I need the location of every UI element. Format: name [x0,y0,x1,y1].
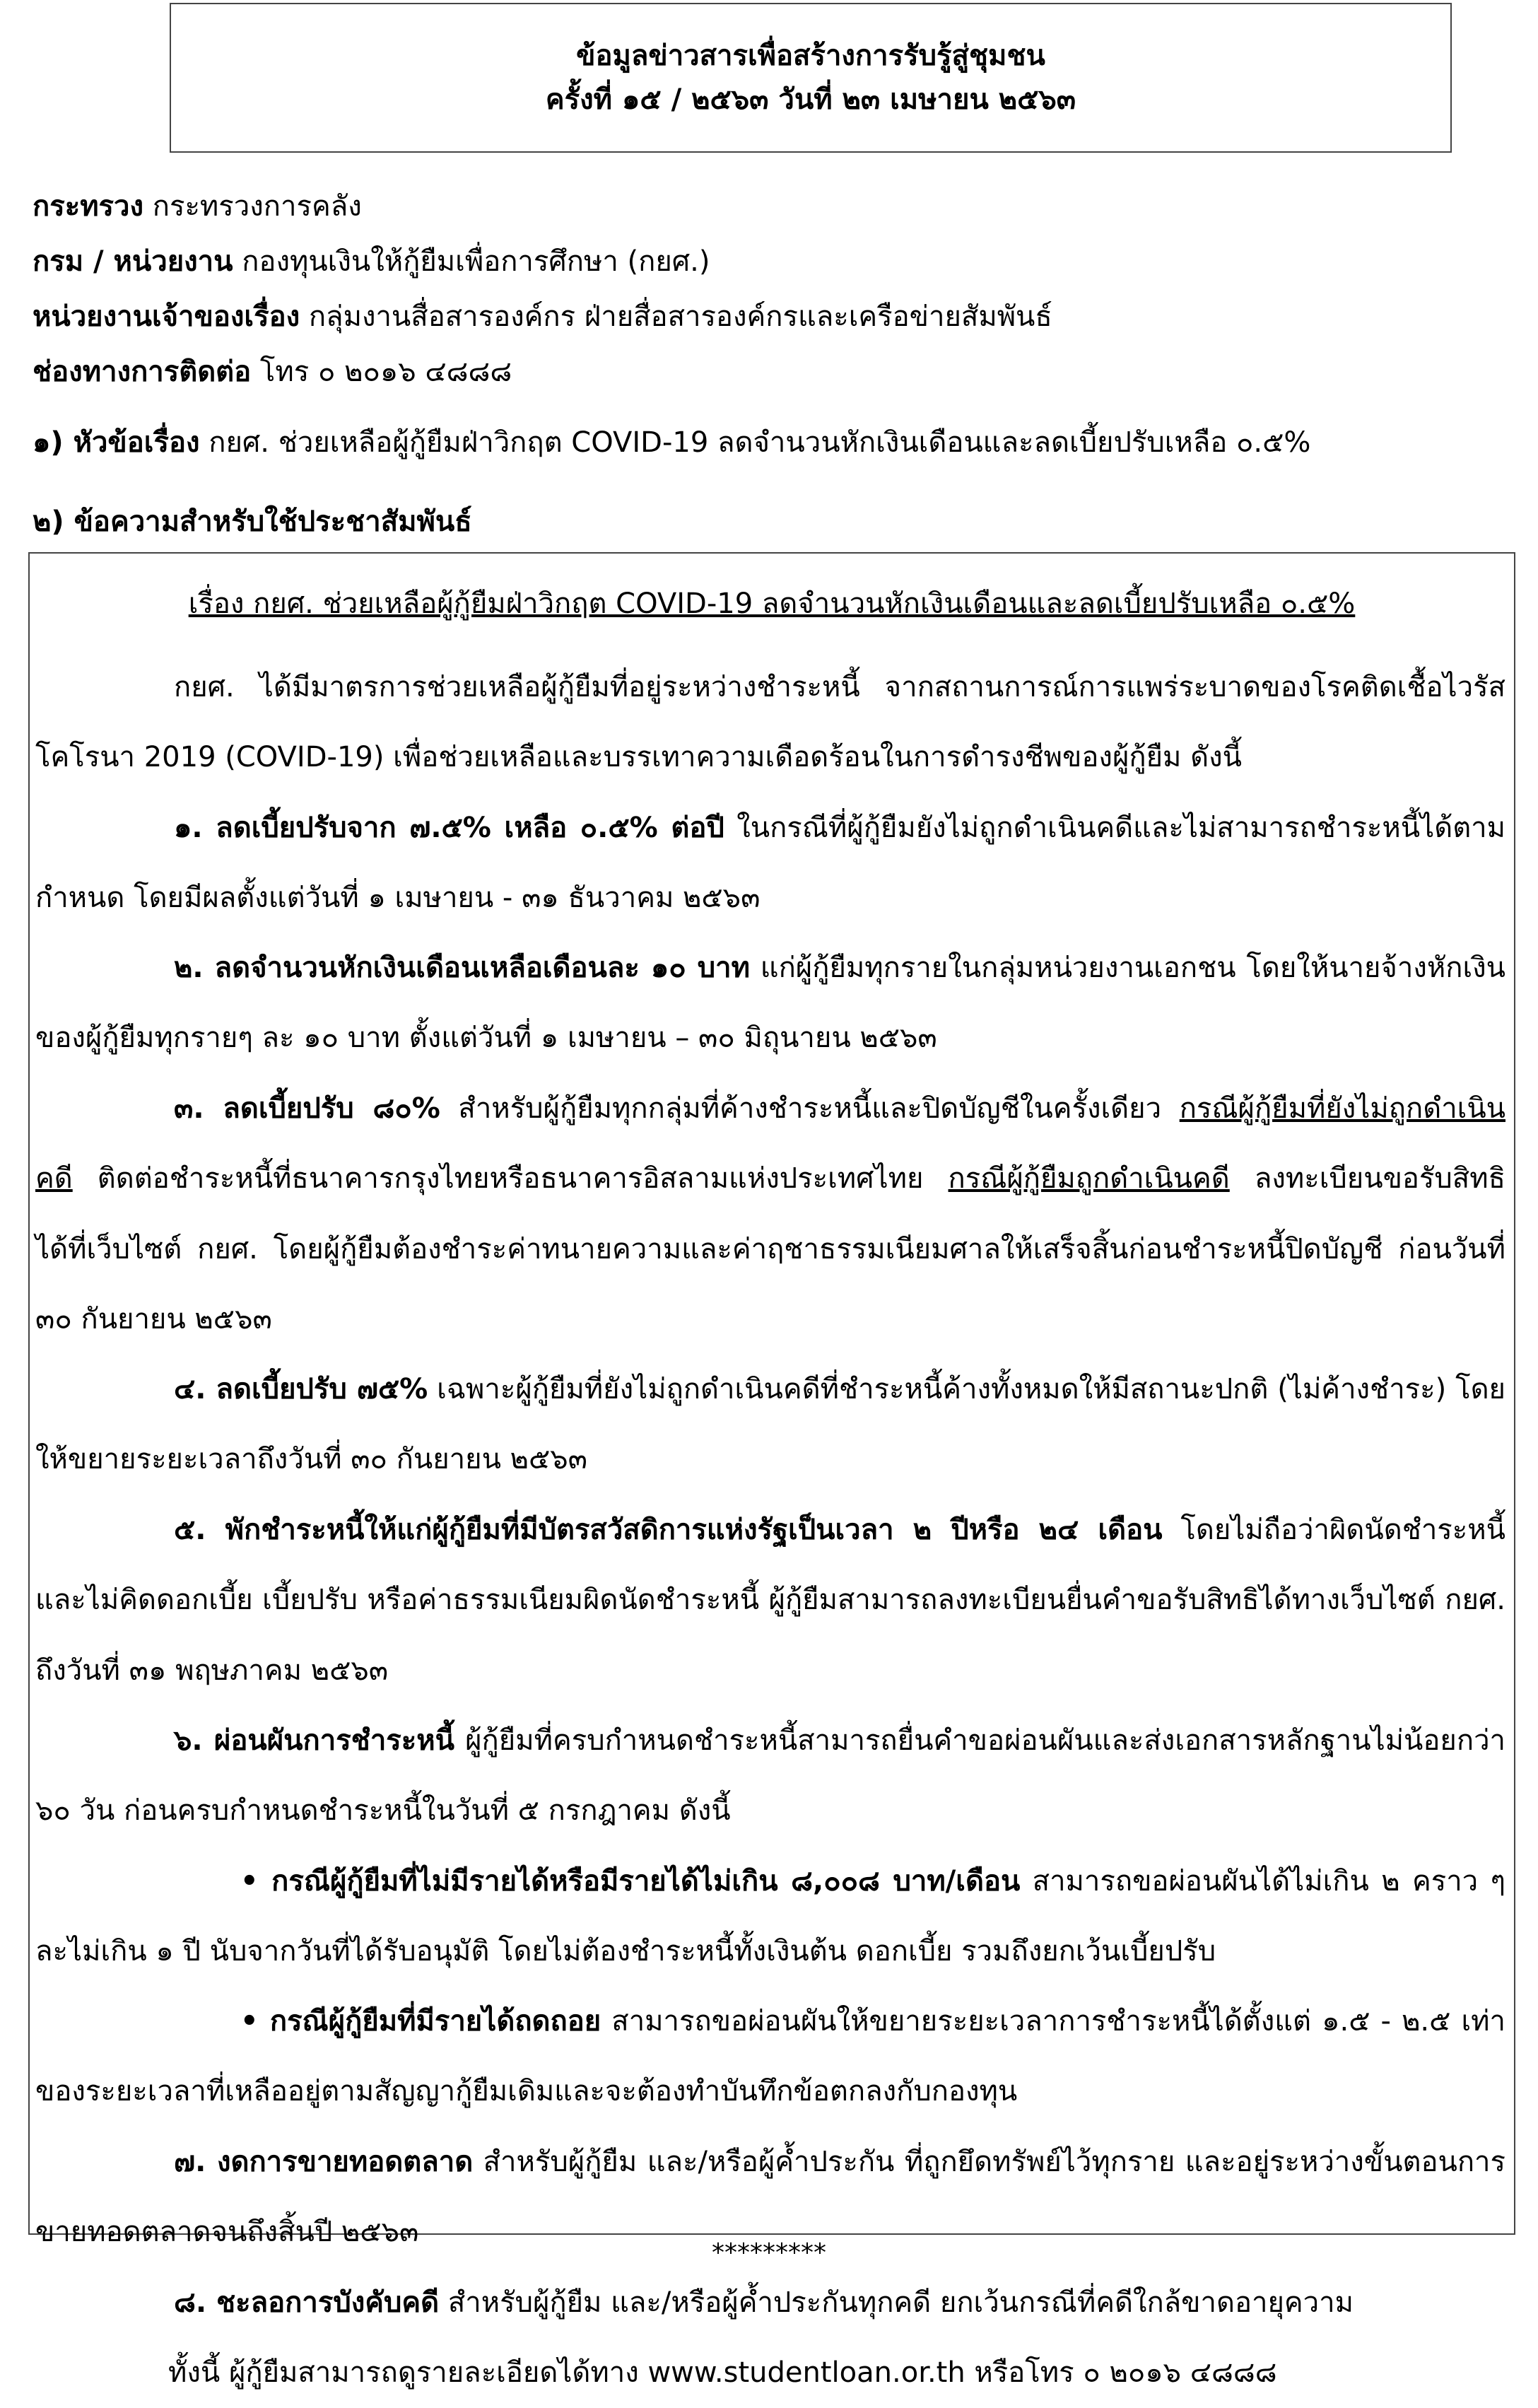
meta-owner-unit-value: กลุ่มงานสื่อสารองค์กร ฝ่ายสื่อสารองค์กรและเครือข่ายสัมพันธ์ [300,300,1052,333]
measure-6-bullet-1 [35,1847,1505,1987]
header-issue-date: ครั้งที่ ๑๕ / ๒๕๖๓ วันที่ ๒๓ เมษายน ๒๕๖๓ [545,83,1076,116]
measure-1-heading: ๑. ลดเบี้ยปรับจาก ๗.๕% เหลือ ๐.๕% ต่อปี [174,812,724,844]
meta-ministry-value: กระทรวงการคลัง [143,190,362,223]
press-release-box [28,552,1515,2389]
end-mark: ********* [712,2238,826,2267]
measure-5-heading: ๕. พักชำระหนี้ให้แก่ผู้กู้ยืมที่มีบัตรสวัสดิการแห่งรัฐเป็นเวลา ๒ ปีหรือ ๒๔ เดือน [174,1514,1163,1546]
meta-department-label: กรม / หน่วยงาน [33,245,233,278]
meta-owner-unit [33,296,1052,338]
measure-2-text: แก่ผู้กู้ยืมทุกรายในกลุ่มหน่วยงานเอกชน โดยให้นายจ้างหักเงินของผู้กู้ยืมทุกรายๆ ละ ๑๐ บาท ตั้งแต่วันที่ ๑ เมษายน – ๓๐ มิถุนายน ๒๕๖๓ [35,952,1505,1055]
measure-3-text-a: สำหรับผู้กู้ยืมทุกกลุ่มที่ค้างชำระหนี้และปิดบัญชีในครั้งเดียว [440,1092,1180,1125]
meta-owner-unit-label: หน่วยงานเจ้าของเรื่อง [33,300,300,333]
measure-3-heading: ๓. ลดเบี้ยปรับ ๘๐% [174,1092,440,1125]
measure-3-case-not-sued: กรณีผู้กู้ยืมที่ยังไม่ถูกดำเนินคดี [35,1092,1506,1196]
measure-7-text: สำหรับผู้กู้ยืม และ/หรือผู้ค้ำประกัน ที่ถูกยึดทรัพย์ไว้ทุกราย และอยู่ระหว่างขั้นตอนการขายทอดตลาดจนถึงสิ้นปี ๒๕๖๓ [35,2146,1505,2249]
header-title: ข้อมูลข่าวสารเพื่อสร้างการรับรู้สู่ชุมชน [576,40,1045,72]
story-title: เรื่อง กยศ. ช่วยเหลือผู้กู้ยืมฝ่าวิกฤต COVID-19 ลดจำนวนหักเงินเดือนและลดเบี้ยปรับเหลือ ๐.๕% [188,588,1356,620]
measure-8-heading: ๘. ชะลอการบังคับคดี [174,2286,440,2319]
closing-contact-line: ทั้งนี้ ผู้กู้ยืมสามารถดูรายละเอียดได้ทาง www.studentloan.or.th หรือโทร ๐ ๒๐๑๖ ๔๘๘๘ [168,2356,1277,2389]
measure-2-heading: ๒. ลดจำนวนหักเงินเดือนเหลือเดือนละ ๑๐ บาท [174,952,750,984]
bullet-1-heading: • กรณีผู้กู้ยืมที่ไม่มีรายได้หรือมีรายได้ไม่เกิน ๘,๐๐๘ บาท/เดือน [240,1865,1021,1898]
meta-department-value: กองทุนเงินให้กู้ยืมเพื่อการศึกษา (กยศ.) [233,245,710,278]
topic-line [33,421,1310,464]
bullet-2-text: สามารถขอผ่อนผันให้ขยายระยะเวลาการชำระหนี้ได้ตั้งแต่ ๑.๕ - ๒.๕ เท่าของระยะเวลาที่เหลืออยู่ตามสัญญากู้ยืมเดิมและจะต้องทำบันทึกข้อตกลงกับกองทุน [35,2005,1505,2108]
measure-4-heading: ๔. ลดเบี้ยปรับ ๗๕% [174,1373,428,1405]
measure-7-heading: ๗. งดการขายทอดตลาด [174,2146,474,2178]
meta-department [33,240,710,283]
measure-3-text-b: ติดต่อชำระหนี้ที่ธนาคารกรุงไทยหรือธนาคารอิสลามแห่งประเทศไทย [72,1162,949,1196]
story-intro: กยศ. ได้มีมาตรการช่วยเหลือผู้กู้ยืมที่อยู่ระหว่างชำระหนี้ จากสถานการณ์การแพร่ระบาดของโรคติดเชื้อไวรัสโคโรนา 2019 (COVID-19) เพื่อช่วยเหลือและบรรเทาความเดือดร้อนในการดำรงชีพของผู้กู้ยืม ดังนี้ [35,671,1505,774]
measure-5 [35,1495,1505,1706]
pr-heading [33,501,472,543]
meta-contact [33,351,512,393]
measure-3 [35,1074,1505,1355]
measure-2 [35,933,1505,1074]
measure-4 [35,1355,1505,1495]
measure-1-text: ในกรณีที่ผู้กู้ยืมยังไม่ถูกดำเนินคดีและไม่สามารถชำระหนี้ได้ตามกำหนด โดยมีผลตั้งแต่วันที่ ๑ เมษายน - ๓๑ ธันวาคม ๒๕๖๓ [35,812,1505,915]
measure-6-bullet-2 [35,1987,1505,2127]
measure-8-text: สำหรับผู้กู้ยืม และ/หรือผู้ค้ำประกันทุกคดี ยกเว้นกรณีที่คดีใกล้ขาดอายุความ [439,2286,1354,2319]
bullet-1-text: สามารถขอผ่อนผันได้ไม่เกิน ๒ คราว ๆ ละไม่เกิน ๑ ปี นับจากวันที่ได้รับอนุมัติ โดยไม่ต้องชำระหนี้ทั้งเงินต้น ดอกเบี้ย รวมถึงยกเว้นเบี้ยปรับ [35,1865,1505,1968]
meta-contact-label: ช่องทางการติดต่อ [33,356,252,388]
meta-ministry [33,185,362,228]
header-box [170,3,1452,153]
topic-label: ๑) หัวข้อเรื่อง [33,426,200,459]
pr-heading-text: ๒) ข้อความสำหรับใช้ประชาสัมพันธ์ [33,505,472,538]
measure-3-case-sued: กรณีผู้กู้ยืมถูกดำเนินคดี [948,1162,1230,1196]
topic-value: กยศ. ช่วยเหลือผู้กู้ยืมฝ่าวิกฤต COVID-19 ลดจำนวนหักเงินเดือนและลดเบี้ยปรับเหลือ ๐.๕% [199,426,1311,459]
measure-5-text: โดยไม่ถือว่าผิดนัดชำระหนี้ และไม่คิดดอกเบี้ย เบี้ยปรับ หรือค่าธรรมเนียมผิดนัดชำระหนี้ ผู้กู้ยืมสามารถลงทะเบียนยื่นคำขอรับสิทธิได้ทางเว็บไซต์ กยศ. ถึงวันที่ ๓๑ พฤษภาคม ๒๕๖๓ [35,1514,1505,1687]
measure-1 [35,793,1505,934]
measure-8 [35,2268,1505,2338]
measure-3-text-c: ลงทะเบียนขอรับสิทธิได้ที่เว็บไซต์ กยศ. โดยผู้กู้ยืมต้องชำระค่าทนายความและค่าฤชาธรรมเนียมศาลให้เสร็จสิ้นก่อนชำระหนี้ปิดบัญชี ก่อนวันที่ ๓๐ กันยายน ๒๕๖๓ [35,1162,1505,1335]
measure-6 [35,1706,1505,1847]
bullet-2-heading: • กรณีผู้กู้ยืมที่มีรายได้ถดถอย [240,2005,601,2038]
measure-6-text: ผู้กู้ยืมที่ครบกำหนดชำระหนี้สามารถยื่นคำขอผ่อนผันและส่งเอกสารหลักฐานไม่น้อยกว่า ๖๐ วัน ก่อนครบกำหนดชำระหนี้ในวันที่ ๕ กรกฎาคม ดังนี้ [35,1724,1505,1828]
measure-6-heading: ๖. ผ่อนผันการชำระหนี้ [174,1724,454,1757]
meta-contact-value: โทร ๐ ๒๐๑๖ ๔๘๘๘ [251,356,512,388]
meta-ministry-label: กระทรวง [33,190,144,223]
measure-4-text: เฉพาะผู้กู้ยืมที่ยังไม่ถูกดำเนินคดีที่ชำระหนี้ค้างทั้งหมดให้มีสถานะปกติ (ไม่ค้างชำระ) โดยให้ขยายระยะเวลาถึงวันที่ ๓๐ กันยายน ๒๕๖๓ [35,1373,1505,1476]
